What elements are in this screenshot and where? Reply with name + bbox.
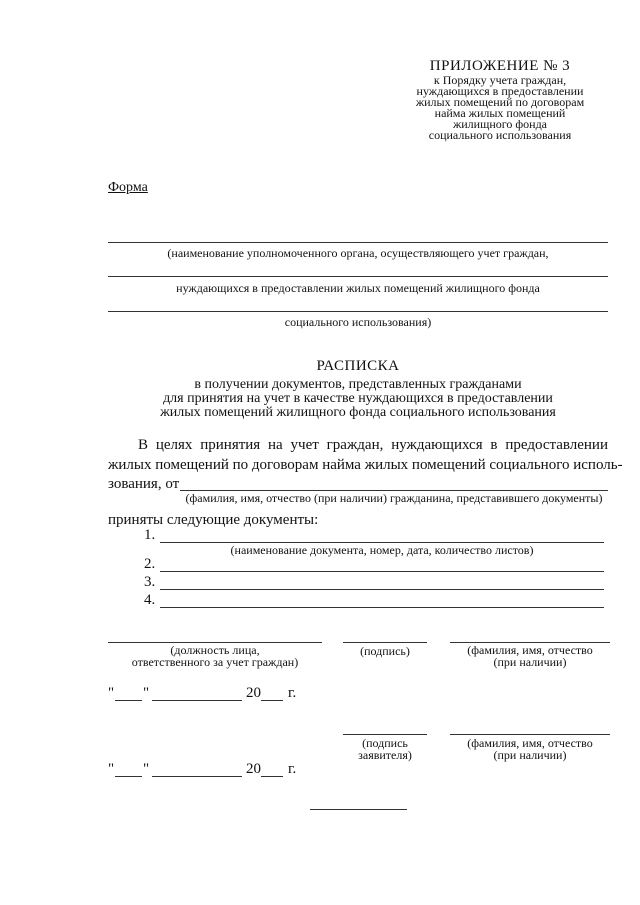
- document-fill-line-4[interactable]: [160, 607, 604, 608]
- appendix-line: жилищного фонда: [452, 117, 548, 131]
- applicant-caption: (фамилия, имя, отчество (при наличии) гражданина, представившего документы): [185, 491, 603, 505]
- appendix-line: найма жилых помещений: [434, 106, 566, 120]
- applicant-signature-caption-1: (подпись: [362, 736, 408, 750]
- applicant-signature-line[interactable]: [343, 734, 427, 735]
- authority-fill-line: [108, 311, 608, 312]
- official-position-caption: [108, 644, 322, 668]
- receipt-subtitle: [108, 378, 608, 420]
- date-day-line-1[interactable]: [115, 700, 142, 701]
- doc-number-4: 4.: [144, 592, 156, 608]
- document-fill-line-2[interactable]: [160, 571, 604, 572]
- date-year-suffix-1: г.: [288, 685, 297, 701]
- doc-number-1: 1.: [144, 527, 156, 543]
- official-name-caption: [450, 644, 610, 668]
- official-name-caption-1: (фамилия, имя, отчество: [467, 643, 593, 657]
- date-year-suffix-2: г.: [288, 761, 297, 777]
- body-line-1: В целях принятия на учет граждан, нуждающихся в предоставлении: [138, 437, 608, 453]
- doc-number-2: 2.: [144, 556, 156, 572]
- date-quote-close-2: ": [143, 761, 150, 777]
- date-year-prefix-2: 20: [246, 761, 261, 777]
- appendix-line: жилых помещений по договорам: [415, 95, 585, 109]
- official-name-caption-2: (при наличии): [493, 655, 567, 669]
- appendix-block: [380, 57, 620, 141]
- form-label: Форма: [108, 180, 148, 195]
- official-signature-line[interactable]: [343, 642, 427, 643]
- body-line-3: зования, от: [108, 476, 180, 492]
- accepted-documents-label: приняты следующие документы:: [108, 512, 319, 528]
- appendix-line: социального использования: [428, 128, 572, 142]
- date-year-line-2[interactable]: [261, 776, 283, 777]
- date-quote-open-2: ": [108, 761, 115, 777]
- body-line-2: жилых помещений по договорам найма жилых помещений социального исполь-: [108, 457, 623, 473]
- official-position-caption-2: ответственного за учет граждан): [131, 655, 299, 669]
- appendix-title: ПРИЛОЖЕНИЕ № 3: [429, 58, 571, 74]
- date-year-prefix-1: 20: [246, 685, 261, 701]
- official-position-caption-1: (должность лица,: [170, 643, 260, 657]
- appendix-line: к Порядку учета граждан,: [433, 73, 567, 87]
- applicant-name-caption-2: (при наличии): [493, 748, 567, 762]
- authority-caption-2: нуждающихся в предоставлении жилых помещений жилищного фонда: [176, 281, 540, 295]
- document-caption: (наименование документа, номер, дата, количество листов): [230, 543, 534, 557]
- applicant-name-caption-1: (фамилия, имя, отчество: [467, 736, 593, 750]
- authority-fill-line: [108, 276, 608, 277]
- official-signature-caption: (подпись): [360, 644, 410, 658]
- authority-fill-line: [108, 242, 608, 243]
- receipt-subtitle-line: в получении документов, представленных гражданами: [194, 377, 522, 392]
- document-fill-line-3[interactable]: [160, 589, 604, 590]
- receipt-subtitle-line: для принятия на учет в качестве нуждающихся в предоставлении: [163, 391, 553, 406]
- date-month-line-2[interactable]: [152, 776, 242, 777]
- date-month-line-1[interactable]: [152, 700, 242, 701]
- doc-number-3: 3.: [144, 574, 156, 590]
- date-year-line-1[interactable]: [261, 700, 283, 701]
- applicant-name-caption: [450, 737, 610, 761]
- applicant-signature-caption: [343, 737, 427, 761]
- authority-caption-1: (наименование уполномоченного органа, осуществляющего учет граждан,: [167, 246, 549, 260]
- authority-caption-3: социального использования): [284, 315, 432, 329]
- date-quote-open-1: ": [108, 685, 115, 701]
- date-quote-close-1: ": [143, 685, 150, 701]
- receipt-subtitle-line: жилых помещений жилищного фонда социального использования: [160, 405, 556, 420]
- appendix-line: нуждающихся в предоставлении: [416, 84, 584, 98]
- bottom-separator: [310, 809, 407, 810]
- receipt-title: РАСПИСКА: [316, 358, 400, 374]
- applicant-signature-caption-2: заявителя): [358, 748, 412, 762]
- date-day-line-2[interactable]: [115, 776, 142, 777]
- applicant-name-line[interactable]: [450, 734, 610, 735]
